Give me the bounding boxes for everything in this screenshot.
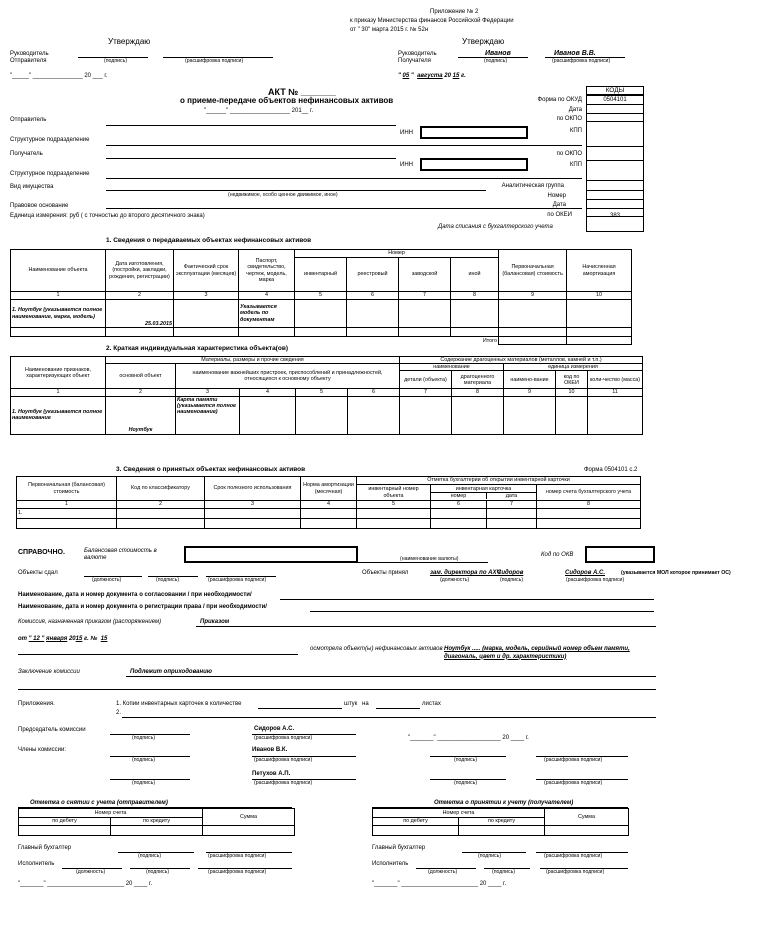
dept-label: Структурное подразделение <box>10 137 90 143</box>
member1-decode-hint: (расшифровка подписи) <box>254 757 313 763</box>
member2-right-decode-hint: (расшифровка подписи) <box>544 780 603 786</box>
attachments-sheets: листах <box>422 701 441 707</box>
table-cell <box>487 519 537 529</box>
gave-pos-hint: (должность) <box>92 577 122 583</box>
dept2-label: Структурное подразделение <box>10 171 90 177</box>
table-cell <box>399 337 451 345</box>
table-cell <box>19 826 111 836</box>
table-cell <box>399 300 451 328</box>
fill-line <box>586 180 644 181</box>
approve-right-sig-value: Иванов <box>485 50 511 57</box>
table-cell: 6 <box>348 389 400 396</box>
bl-credit: по кредиту <box>111 818 203 826</box>
kpp-label: КПП <box>569 128 582 134</box>
table-cell <box>17 519 117 529</box>
s1-h-fact: заводской <box>399 258 451 292</box>
table-cell <box>451 300 499 328</box>
table-cell <box>111 826 203 836</box>
member-right-decode-hint: (расшифровка подписи) <box>544 757 603 763</box>
s1-h-cost: Первоначальная (балансовая) стоимость <box>499 250 567 292</box>
table-cell <box>11 328 106 337</box>
s1-row-date: 25.03.2015 <box>106 300 174 328</box>
doc-approval: Наименование, дата и номер документа о согласовании / при необходимости/ <box>18 592 252 598</box>
table-cell: 1 <box>17 501 117 509</box>
table-cell <box>106 328 174 337</box>
s2-h-qty: коли-чество (масса) <box>588 371 643 389</box>
fill-line <box>106 145 582 146</box>
s1-h-name: Наименование объекта <box>11 250 106 292</box>
br-sum: Сумма <box>545 809 629 826</box>
took-sig: Сидоров <box>497 570 524 576</box>
table-cell: 3 <box>176 389 240 396</box>
member2-right-sig-hint: (подпись) <box>454 780 478 786</box>
table-cell <box>174 328 239 337</box>
fill-line <box>106 208 582 209</box>
fill-line <box>106 158 396 159</box>
writeoff-label: Дата списания с бухгалтерского учета <box>438 224 553 230</box>
chair-sig-hint: (подпись) <box>132 735 156 741</box>
table-cell <box>499 300 567 328</box>
inn2-field[interactable] <box>420 158 528 171</box>
chair-decode-hint: (расшифровка подписи) <box>254 735 313 741</box>
br-exec-sig-hint: (подпись) <box>492 869 516 875</box>
s1-h-reg: реестровый <box>347 258 399 292</box>
conclusion-value: Подлежит оприходованию <box>130 669 212 675</box>
fill-line <box>258 708 342 709</box>
table-cell <box>567 337 632 345</box>
took-sig-hint: (подпись) <box>500 577 524 583</box>
table-cell <box>537 509 641 519</box>
fill-line <box>18 689 656 690</box>
act-title: АКТ № _______ <box>268 87 336 97</box>
approve-right-head: Руководитель <box>398 51 437 57</box>
s1-row-model: Указывается модель по документам <box>239 300 295 328</box>
inn-label: ИНН <box>400 130 413 136</box>
commission-order-value: Приказом <box>200 619 230 625</box>
okv-label: Код по ОКВ <box>541 552 574 558</box>
bl-chief-sig-hint: (подпись) <box>138 853 162 859</box>
table-cell: 5 <box>296 389 348 396</box>
member1-name: Иванов В.К. <box>252 747 288 753</box>
fill-line <box>586 121 644 122</box>
s2-h-details: детали (объекта) <box>400 371 452 389</box>
s2-row-name: 1. Ноутбук (указывается полное наименование <box>11 396 106 434</box>
reference-label: СПРАВОЧНО. <box>18 549 65 556</box>
table-cell <box>357 519 431 529</box>
fill-line <box>586 199 644 200</box>
table-cell <box>348 396 400 434</box>
approve-left-sender: Отправителя <box>10 58 47 64</box>
br-chief-decode-hint: (расшифровка подписи) <box>544 853 603 859</box>
section1-table <box>10 249 632 345</box>
took-label: Объекты принял <box>362 570 409 576</box>
s1-total-label: Итого <box>482 337 498 344</box>
commission-date1: "_______" ___________________ 20 ____ г. <box>408 735 529 741</box>
s2-h-name: Наименование признаков, характеризующих объект <box>11 357 106 389</box>
section2-table <box>10 356 643 435</box>
okud-label: Форма по ОКУД <box>537 97 582 103</box>
s1-h-number: Номер <box>295 250 499 258</box>
table-cell <box>295 328 347 337</box>
chair-name: Сидоров А.С. <box>254 726 295 732</box>
bl-sum: Сумма <box>203 809 295 826</box>
chair-label: Председатель комиссии <box>18 727 86 733</box>
table-cell <box>347 328 399 337</box>
br-date: "_______" _______________________ 20 ____ г. <box>372 881 507 887</box>
took-decode-hint: (расшифровка подписи) <box>566 577 625 583</box>
took-name: Сидоров А.С. <box>565 570 605 576</box>
s1-h-passport: Паспорт, свидетельство, чертеж, модель, марка <box>239 250 295 292</box>
table-cell <box>567 300 632 328</box>
order-date: от " 30" марта 2015 г. № 52н <box>350 27 429 33</box>
table-cell <box>301 519 357 529</box>
approve-right-decode-value: Иванов В.В. <box>554 50 596 57</box>
table-cell <box>203 826 295 836</box>
bl-exec-decode-hint: (расшифровка подписи) <box>208 869 267 875</box>
fill-line <box>586 113 644 114</box>
s3-row1: 1. <box>17 509 117 519</box>
s1-row-name: 1. Ноутбук (указывается полное наименование, марка, модель) <box>11 300 106 328</box>
table-cell <box>431 519 487 529</box>
table-cell <box>357 509 431 519</box>
inspected-label: осмотрела объект(ы) нефинансовых активов <box>310 646 443 652</box>
table-cell <box>499 337 567 345</box>
table-cell <box>545 826 629 836</box>
table-cell <box>451 328 499 337</box>
table-cell <box>205 509 301 519</box>
table-cell <box>117 519 205 529</box>
bl-exec-sig-hint: (подпись) <box>146 869 170 875</box>
fill-line <box>280 599 654 600</box>
table-cell <box>106 337 174 345</box>
fill-line <box>122 717 656 718</box>
br-credit: по кредиту <box>459 818 545 826</box>
sender-label: Отправитель <box>10 117 47 123</box>
table-cell <box>295 337 347 345</box>
currency-hint: (наименование валюты) <box>400 556 459 562</box>
asset-type-label: Вид имущества <box>10 184 54 190</box>
fill-line <box>106 125 396 126</box>
s2-h-pname: наименование <box>400 364 504 371</box>
table-cell <box>504 396 556 434</box>
table-cell <box>487 509 537 519</box>
approve-right-date: " 05 " августа 20 15 г. <box>398 73 466 79</box>
okei-value: 383 <box>609 213 620 219</box>
s2-h-precious: Содержание драгоценных материалов (металлов, камней и т.п.) <box>400 357 643 364</box>
balance-label: Балансовая стоимость в валюте <box>84 548 157 562</box>
order-date: от " 12 " января 2015 г. № 15 <box>18 636 108 642</box>
approve-left-head: Руководитель <box>10 51 49 57</box>
br-acc: Номер счета <box>373 809 545 818</box>
table-cell: 7 <box>400 389 452 396</box>
s3-h-acc: номер счета бухгалтерского учета <box>537 485 641 501</box>
act-subtitle: о приеме-передаче объектов нефинансовых активов <box>180 96 394 105</box>
fill-line <box>586 146 644 147</box>
br-title: Отметка о принятии к учету (получателем) <box>434 800 574 806</box>
s2-h-parts: наименование важнейших пристроек, приспособлений и принадлежностей, относящихся к основному объекту <box>176 364 400 389</box>
s1-h-date: Дата изготовления, (постройки, закладки, рождения, регистрации) <box>106 250 174 292</box>
attachments-pcs: штук <box>344 701 358 707</box>
fill-line <box>586 190 644 191</box>
table-cell: 9 <box>499 292 567 300</box>
table-cell <box>295 300 347 328</box>
inn-field[interactable] <box>420 126 528 139</box>
member-right-sig-hint: (подпись) <box>454 757 478 763</box>
approve-right-title: Утверждаю <box>462 37 505 46</box>
table-cell <box>588 396 643 434</box>
took-note: (указывается МОЛ которое принимает ОС) <box>621 570 731 576</box>
legal-label: Правовое основание <box>10 203 69 209</box>
receiver-label: Получатель <box>10 151 43 157</box>
approve-right-receiver: Получателя <box>398 58 431 64</box>
doc-registration: Наименование, дата и номер документа о регистрации права / при необходимости/ <box>18 604 267 610</box>
fill-line <box>310 611 654 612</box>
okud-value: 0504101 <box>603 97 627 103</box>
took-pos-hint: (должность) <box>440 577 470 583</box>
gave-sig-hint: (подпись) <box>156 577 180 583</box>
attachments-line1: 1. Копии инвентарных карточек в количестве <box>116 701 242 707</box>
bl-chief-decode-hint: (расшифровка подписи) <box>208 853 267 859</box>
s3-h-card: инвентарная карточка номер дата <box>431 485 537 501</box>
table-cell: 5 <box>357 501 431 509</box>
bl-table <box>18 808 295 836</box>
s3-h-code: Код по классификатору <box>117 477 205 501</box>
section3-title: 3. Сведения о принятых объектах нефинансовых активов <box>116 466 306 473</box>
order-reference: к приказу Министерства финансов Российской Федерации <box>350 18 514 24</box>
table-cell: 3 <box>205 501 301 509</box>
fill-line <box>586 160 644 161</box>
s2-h-materials: Материалы, размеры и прочие сведения <box>106 357 400 364</box>
table-cell: 1 <box>11 389 106 396</box>
table-cell <box>174 300 239 328</box>
table-cell <box>347 300 399 328</box>
bl-exec-label: Исполнитель <box>18 861 55 867</box>
table-cell: 7 <box>487 501 537 509</box>
s1-h-amort: Начисленная амортизация <box>567 250 632 292</box>
table-cell <box>537 519 641 529</box>
inspected-value: Ноутбук ..... (марка, модель, серийный номер объем памяти, диагональ, цвет и др. характеристики) <box>444 646 630 660</box>
table-cell: 10 <box>556 389 588 396</box>
s1-h-inv: инвентарный <box>295 258 347 292</box>
table-cell <box>205 519 301 529</box>
bl-debit: по дебету <box>19 818 111 826</box>
table-cell: 4 <box>301 501 357 509</box>
commission-order-label: Комиссия, назначенная приказом (распоряжением) <box>18 619 162 625</box>
table-cell: 11 <box>588 389 643 396</box>
analytic-label: Аналитическая группа <box>501 183 564 189</box>
table-cell: 8 <box>452 389 504 396</box>
table-cell: 7 <box>399 292 451 300</box>
gave-decode-hint: (расшифровка подписи) <box>208 577 267 583</box>
member2-decode-hint: (расшифровка подписи) <box>254 780 313 786</box>
s2-row-main: Ноутбук <box>106 396 176 434</box>
appendix-label: Приложение № 2 <box>430 9 479 15</box>
table-cell <box>301 509 357 519</box>
inn2-label: ИНН <box>400 162 413 168</box>
section1-title: 1. Сведения о передаваемых объектах нефинансовых активов <box>106 237 312 244</box>
table-cell <box>567 328 632 337</box>
br-exec-label: Исполнитель <box>372 861 409 867</box>
approve-left-date: "_____" _______________ 20 ___ г. <box>10 73 108 79</box>
table-cell: 2 <box>117 501 205 509</box>
bl-acc: Номер счета <box>19 809 203 818</box>
table-cell: 8 <box>451 292 499 300</box>
approve-right-sig-hint: (подпись) <box>484 58 508 64</box>
fill-line <box>106 190 486 191</box>
member2-name: Петухов А.П. <box>252 771 291 777</box>
table-cell <box>11 337 106 345</box>
fill-line <box>586 208 644 209</box>
br-table <box>372 808 629 836</box>
s2-h-okei: код по ОКЕИ <box>556 371 588 389</box>
s1-h-other: иной <box>451 258 499 292</box>
section3-table <box>16 476 641 529</box>
codes-header: КОДЫ <box>605 87 625 94</box>
bl-date: "_______" _______________________ 20 ____ г. <box>18 881 153 887</box>
br-chief-sig-hint: (подпись) <box>478 853 502 859</box>
asset-type-hint: (недвижимое, особо ценное движимое, иное) <box>228 192 338 198</box>
attachments-label: Приложения. <box>18 701 55 707</box>
table-cell <box>499 328 567 337</box>
s3-h-cost: Первоначальная (балансовая) стоимость <box>17 477 117 501</box>
br-debit: по дебету <box>373 818 459 826</box>
br-exec-decode-hint: (расшифровка подписи) <box>546 869 605 875</box>
table-cell <box>459 826 545 836</box>
s2-h-material: драгоценного материала <box>452 371 504 389</box>
act-date-line: "______" __________________ 201__ г. <box>204 108 314 114</box>
s3-h-norm: Норма амортизации (месячная) <box>301 477 357 501</box>
table-cell <box>296 396 348 434</box>
table-cell <box>556 396 588 434</box>
section3-form-ref: Форма 0504101 с.2 <box>584 467 638 473</box>
member1-sig-hint: (подпись) <box>132 757 156 763</box>
date-label: Дата <box>568 107 582 113</box>
s1-h-term: Фактический срок эксплуатации (месяцев) <box>174 250 239 292</box>
table-cell: 9 <box>504 389 556 396</box>
table-cell <box>452 396 504 434</box>
s2-h-main: основной объект <box>106 364 176 389</box>
table-cell: 6 <box>347 292 399 300</box>
table-cell: 8 <box>537 501 641 509</box>
fill-line <box>106 178 582 179</box>
fill-line <box>586 104 644 105</box>
attachments-line2: 2. <box>116 710 122 716</box>
s2-row-part: Карта памяти (указывается полное наименование) <box>176 396 240 434</box>
br-exec-pos-hint: (должность) <box>428 869 458 875</box>
okei-label: по ОКЕИ <box>547 212 572 218</box>
bl-title: Отметка о снятии с учета (отправителем) <box>30 800 168 806</box>
unit-label: Единица измерения: руб ( с точностью до второго десятичного знака) <box>10 213 205 219</box>
date2-label: Дата <box>552 202 566 208</box>
approve-left-title: Утверждаю <box>108 37 151 46</box>
approve-left-decode-hint: (расшифровка подписи) <box>185 58 244 64</box>
table-cell: 4 <box>240 389 296 396</box>
table-cell: 6 <box>431 501 487 509</box>
members-label: Члены комиссии: <box>18 747 67 753</box>
approve-right-decode-hint: (расшифровка подписи) <box>552 58 611 64</box>
s3-h-inv: инвентарный номер объекта <box>357 485 431 501</box>
table-cell: 4 <box>239 292 295 300</box>
fill-line <box>126 676 656 677</box>
balance-field[interactable] <box>184 546 358 563</box>
s3-h-life: Срок полезного использования <box>205 477 301 501</box>
table-cell <box>373 826 459 836</box>
kpp2-label: КПП <box>569 162 582 168</box>
table-cell <box>399 328 451 337</box>
okpo2-label: по ОКПО <box>556 151 582 157</box>
okpo-label: по ОКПО <box>556 116 582 122</box>
number-label: Номер <box>547 193 566 199</box>
table-cell: 5 <box>295 292 347 300</box>
section2-title: 2. Краткая индивидуальная характеристика объекта(ов) <box>106 345 288 352</box>
table-cell <box>400 396 452 434</box>
table-cell: 10 <box>567 292 632 300</box>
table-cell <box>239 328 295 337</box>
table-cell: 2 <box>106 389 176 396</box>
bl-exec-pos-hint: (должность) <box>76 869 106 875</box>
table-cell <box>239 337 295 345</box>
fill-line <box>196 626 656 627</box>
fill-line <box>18 654 298 655</box>
s3-h-mark: Отметка бухгалтерии об открытии инвентарной карточки <box>357 477 641 485</box>
codes-box <box>586 95 644 232</box>
gave-label: Объекты сдал <box>18 570 58 576</box>
table-cell <box>174 337 239 345</box>
s2-h-uname: наимено-вание <box>504 371 556 389</box>
table-cell: 1 <box>11 292 106 300</box>
fill-line <box>376 708 420 709</box>
approve-left-sig-hint: (подпись) <box>104 58 128 64</box>
conclusion-label: Заключение комиссии <box>18 669 80 675</box>
okv-field[interactable] <box>585 546 655 563</box>
bl-chief-label: Главный бухгалтер <box>18 845 72 851</box>
table-cell: 3 <box>174 292 239 300</box>
br-chief-label: Главный бухгалтер <box>372 845 426 851</box>
table-cell <box>117 509 205 519</box>
attachments-on: на <box>362 701 369 707</box>
table-cell <box>240 396 296 434</box>
table-cell: 2 <box>106 292 174 300</box>
table-cell <box>431 509 487 519</box>
member2-sig-hint: (подпись) <box>132 780 156 786</box>
table-cell <box>347 337 399 345</box>
took-position: зам. директора по АХЧ <box>430 570 501 576</box>
s2-h-unit: единица измерения <box>504 364 643 371</box>
